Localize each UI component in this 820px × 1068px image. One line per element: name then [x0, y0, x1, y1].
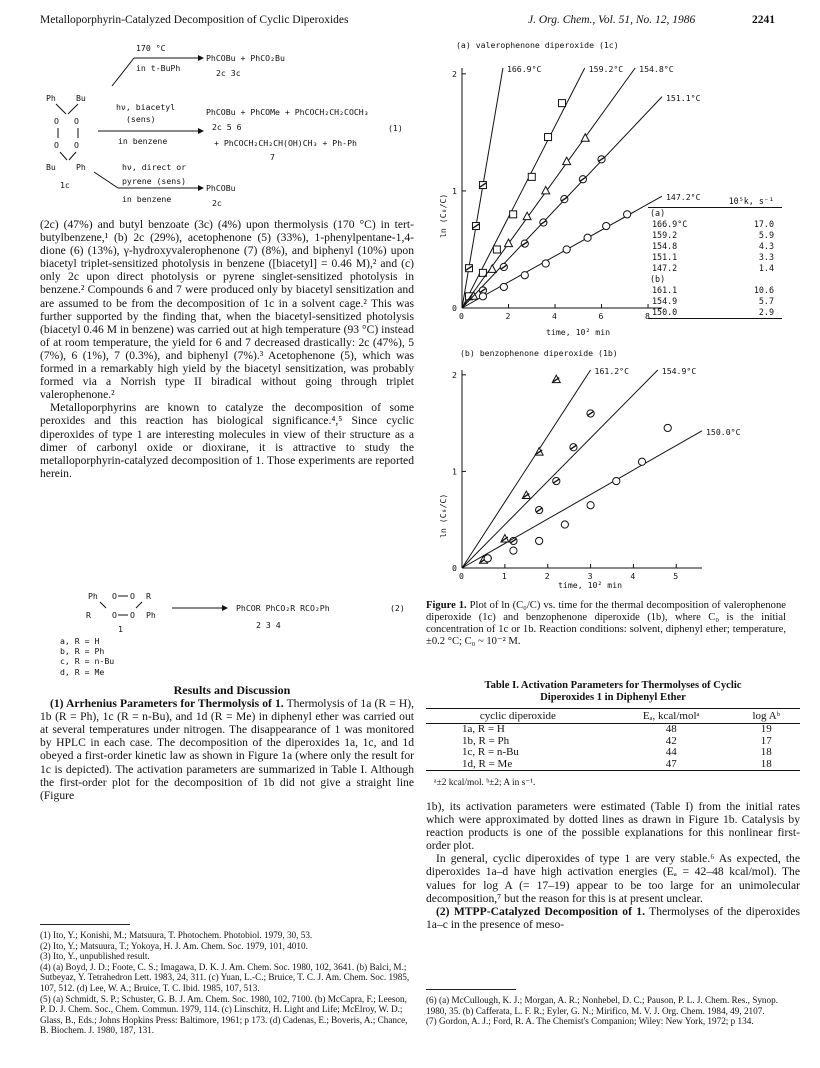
svg-text:O: O	[74, 116, 79, 126]
y-tick-label: 1	[452, 185, 457, 196]
footnote-5: (5) (a) Schmidt, S. P.; Schuster, G. B. J. Am. Chem. Soc. 1980, 102, 7100. (b) McCapra, F.; Leeson, P. D. J. Chem. Soc., Chem. Commun. 1979, 114. (c) Linschitz, H. Light and Life; McElroy, W. D.; Glass, B., Eds.; Johns Hopkins Press: Baltimore, 1961; p 173. (d) Cadenas, E.; Boveris, A.; Chance, B. Biochem. J. 1980, 187, 131.	[40, 993, 408, 1036]
x-tick-label: 4	[630, 571, 636, 581]
svg-text:2c 5 6: 2c 5 6	[212, 122, 242, 132]
data-point-circle	[521, 272, 528, 279]
svg-text:R: R	[86, 610, 91, 620]
series-label: 166.9°C	[506, 64, 542, 74]
panel-b-plot	[452, 366, 741, 581]
left-column-body	[40, 218, 414, 480]
x-tick-label: 2	[544, 571, 550, 581]
equation-number-2: (2)	[390, 603, 405, 613]
fit-line	[462, 431, 702, 568]
table-footnote: ᵃ±2 kcal/mol. ᵇ±2; A in s⁻¹.	[434, 778, 536, 788]
subheading-mtpp: (2) MTPP-Catalyzed Decomposition of 1.	[436, 904, 645, 918]
y-tick-label: 2	[452, 369, 457, 380]
data-point-circle	[561, 521, 568, 528]
svg-text:1: 1	[118, 624, 123, 634]
scheme2-products: PhCOR PhCO₂R RCO₂Ph	[236, 603, 330, 613]
svg-text:O: O	[54, 140, 59, 150]
panel-a-xlabel: time, 10² min	[546, 327, 611, 337]
x-tick-label: 1	[501, 571, 507, 581]
svg-text:2 3 4: 2 3 4	[256, 620, 281, 630]
y-tick-label: 1	[452, 466, 457, 477]
svg-text:O: O	[54, 116, 59, 126]
data-point-circle	[638, 458, 645, 465]
legend-row: 150.0 2.9	[652, 307, 774, 317]
bot-product: PhCOBu	[206, 183, 236, 193]
section-title-results: Results and Discussion	[173, 683, 291, 697]
top-condition-temp: 170 °C	[136, 43, 166, 53]
data-point-circle	[587, 502, 594, 509]
svg-text:Ph: Ph	[76, 162, 86, 172]
svg-text:O: O	[130, 591, 135, 601]
table-1	[426, 680, 800, 788]
legend-row: 151.1 3.3	[652, 252, 774, 262]
y-tick-label: 2	[452, 68, 457, 79]
footnotes-right	[426, 995, 800, 1027]
svg-text:in benzene: in benzene	[118, 136, 168, 146]
scheme2-r-d: d, R = Me	[60, 667, 105, 677]
svg-text:Ph: Ph	[146, 610, 156, 620]
table-row: 1c, R = n-Bu 44 18	[462, 746, 772, 758]
x-tick-label: 2	[505, 311, 511, 321]
data-point-circle	[500, 283, 507, 290]
svg-text:Bu: Bu	[46, 162, 56, 172]
data-point-circle	[510, 547, 517, 554]
data-point-square	[510, 211, 517, 218]
x-tick-label: 4	[552, 311, 557, 321]
legend-row: 147.2 1.4	[652, 263, 774, 273]
data-point-circle	[624, 211, 631, 218]
svg-text:b, R = Ph: b, R = Ph	[60, 646, 105, 656]
svg-text:hν, direct or: hν, direct or	[122, 162, 187, 172]
svg-text:O: O	[112, 610, 117, 620]
series-label: 154.9°C	[661, 366, 697, 376]
x-tick-label: 6	[598, 311, 604, 321]
fit-line	[462, 370, 658, 568]
footnote-4: (4) (a) Boyd, J. D.; Foote, C. S.; Imagawa, D. K. J. Am. Chem. Soc. 1980, 102, 3641. (b) Balci, M.; Sutbeyaz, Y. Tetrahedron Lett. 1983, 24, 311. (c) Yuan, L.-C.; Bruice, T. C. J. Am. Chem. Soc. 1985, 107, 512. (d) Lee, W. A.; Bruice, T. C. Ibid. 1985, 107, 513.	[40, 961, 410, 993]
legend-row: 159.2 5.9	[652, 230, 774, 240]
footnote-6: (6) (a) McCullough, K. J.; Morgan, A. R.; Nonhebel, D. C.; Pauson, P. L. J. Chem. Res., Synop. 1980, 35. (b) Cafferata, L. F. R.; Eyler, G. N.; Mirifico, M. V. J. Org. Chem. 1984, 49, 2107.	[426, 995, 779, 1016]
fit-line	[462, 196, 662, 308]
subheading-arrhenius: (1) Arrhenius Parameters for Thermolysis of 1.	[50, 697, 284, 711]
journal-citation: J. Org. Chem., Vol. 51, No. 12, 1986	[528, 14, 696, 26]
svg-text:Ph: Ph	[46, 93, 56, 103]
svg-text:Bu: Bu	[76, 93, 86, 103]
figure-caption: Figure 1. Plot of ln (C₀/C) vs. time for the thermal decomposition of valerophenone diperoxide (1c) and benzophenone diperoxide (1b), where C₀ is the initial concentration of 1c or 1b. Reaction conditions: solvent, diphenyl ether; temperature, ±0.2 °C; C₀ ~ 10⁻² M.	[426, 600, 786, 647]
data-point-circle	[484, 555, 491, 562]
svg-text:O: O	[112, 591, 117, 601]
svg-text:in benzene: in benzene	[122, 194, 172, 204]
svg-text:a, R = H: a, R = H	[60, 636, 100, 646]
data-point-square	[545, 134, 552, 141]
paragraph-products: (2c) (47%) and butyl benzoate (3c) (4%) upon thermolysis (170 °C) in tert-butylbenzene,¹ (b) 2c (29%), acetophenone (5) (33%), 1-phenylpentane-1,4-dione (6) (13%), γ-hydroxyvalerophenone (7) (8%), and biphenyl (10%) upon biacetyl triplet-sensitized photolysis in benzene ([biacetyl] = 0.46 M),² and (c) only 2c upon direct photolysis or pyrene singlet-sensitized photolysis in benzene.² Compounds 6 and 7 were produced only by biacetyl sensitization and are assumed to be from the decomposition of 1c in a solvent cage.² This was further supported by the finding that, when the biacetyl-sensitized photolysis (biacetyl 0.46 M in benzene) was carried out at high temperature (93 °C) instead of at room temperature, the yield for 6 and 7 decreased drastically: 2c (47%), 5 (7%), 6 (1%), 7 (0.3%), and biphenyl (7%).³ Acetophenone (5), which was formed in a remarkably high yield by the biacetyl sensitization, was probably formed via a Norrish type II biradical without going through triplet valerophenone.²	[40, 218, 414, 402]
table-header-ea: Eₐ, kcal/molᵃ	[610, 709, 733, 724]
top-product-labels: 2c 3c	[216, 68, 241, 78]
paragraph-mtpp: Thermolyses of the diperoxides 1a–c in the presence of meso-	[426, 904, 800, 931]
svg-text:(sens): (sens)	[126, 114, 156, 124]
table-1-grid	[426, 708, 800, 771]
data-point-triangle	[581, 134, 589, 142]
svg-text:2c: 2c	[212, 198, 222, 208]
y-tick-label: 0	[452, 563, 457, 573]
mid-products-2: + PhCOCH₂CH₂CH(OH)CH₃ + Ph-Ph	[214, 138, 357, 148]
svg-text:hν, biacetyl: hν, biacetyl	[116, 102, 176, 112]
footnote-7: (7) Gordon, A. J.; Ford, R. A. The Chemist's Companion; Wiley: New York, 1972; p 134.	[426, 1016, 754, 1027]
panel-a-ylabel: ln (C₀/C)	[438, 193, 448, 238]
data-point-square	[493, 246, 500, 253]
svg-text:c, R = n-Bu: c, R = n-Bu	[60, 656, 115, 666]
right-column-body	[426, 800, 800, 931]
table-header-loga: log Aᵇ	[733, 709, 800, 724]
data-point-square	[528, 173, 535, 180]
footnote-3: (3) Ito, Y., unpublished result.	[40, 951, 150, 962]
panel-b-ylabel: ln (C₀/C)	[438, 493, 448, 538]
running-title: Metalloporphyrin-Catalyzed Decomposition of Cyclic Diperoxides	[40, 14, 349, 26]
fit-line	[462, 370, 591, 568]
x-tick-label: 5	[673, 571, 679, 581]
svg-text:Ph: Ph	[88, 591, 98, 601]
legend-row: 154.9 5.7	[652, 296, 774, 306]
panel-b-title: (b) benzophenone diperoxide (1b)	[460, 348, 618, 358]
legend-header: 10⁵k, s⁻¹	[648, 196, 782, 208]
legend-row: 166.9°C 17.0	[652, 219, 774, 229]
footnote-rule-right	[426, 989, 516, 990]
y-tick-label: 0	[452, 303, 457, 313]
panel-b-xlabel: time, 10² min	[558, 580, 623, 590]
data-point-triangle	[488, 265, 496, 273]
reactant-label-1c: 1c	[60, 180, 70, 190]
x-tick-label: 0	[459, 571, 464, 581]
table-row: 1a, R = H 48 19	[462, 723, 772, 735]
series-label: 147.2°C	[666, 192, 701, 203]
table-row: 1d, R = Me 47 18	[426, 759, 800, 771]
x-tick-label: 3	[587, 571, 593, 581]
page-number: 2241	[752, 14, 775, 26]
data-point-circle	[613, 477, 620, 484]
footnote-2: (2) Ito, Y.; Matsuura, T.; Yokoya, H. J. Am. Chem. Soc. 1979, 101, 4010.	[40, 940, 308, 951]
equation-number-1: (1)	[388, 123, 403, 133]
reaction-scheme-2	[60, 588, 414, 668]
svg-text:7: 7	[270, 152, 275, 162]
table-title-line-1: Table I. Activation Parameters for Thermolyses of Cyclic	[484, 680, 742, 691]
legend-row: 154.8 4.3	[652, 241, 774, 251]
data-point-circle	[536, 537, 543, 544]
footnotes-left	[40, 930, 414, 1036]
table-title-line-2: Diperoxides 1 in Diphenyl Ether	[540, 692, 686, 703]
footnote-rule-left	[40, 924, 130, 925]
series-label: 159.2°C	[588, 64, 624, 74]
paragraph-stability: In general, cyclic diperoxides of type 1 are very stable.⁶ As expected, the diperoxides 1a–d have high activation energies (Eₐ = 42–48 kcal/mol). The values for log A (= 17–19) appear to be too large for an unimolecular decomposition,⁷ but the reason for this is at present unclear.	[426, 852, 800, 905]
mid-products-1: PhCOBu + PhCOMe + PhCOCH₂CH₂COCH₃	[206, 107, 369, 117]
series-label: 161.2°C	[594, 366, 630, 376]
data-point-circle	[603, 222, 610, 229]
table-header-diperoxide: cyclic diperoxide	[426, 709, 610, 724]
data-point-circle	[542, 260, 549, 267]
results-section	[40, 684, 414, 802]
panel-a-title: (a) valerophenone diperoxide (1c)	[456, 40, 619, 50]
series-label: 154.8°C	[639, 64, 674, 74]
data-point-circle	[584, 234, 591, 241]
figure-legend-table: 10⁵k, s⁻¹ (a) 166.9°C 17.0 159.2 5.9 154.8 4.3 151.1 3.3 147.2 1.4 (b) 161.1 10.6 154.9 5.7 150.0 2.9	[648, 196, 782, 319]
x-tick-label: 8	[645, 311, 650, 321]
footnote-1: (1) Ito, Y.; Konishi, M.; Matsuura, T. Photochem. Photobiol. 1979, 30, 53.	[40, 930, 313, 940]
paragraph-initial-rates: 1b), its activation parameters were estimated (Table I) from the initial rates which were approximated by dotted lines as drawn in Figure 1b. Catalysis by reaction products is one of the possible explanations for this nonlinear first-order plot.	[426, 800, 800, 853]
paragraph-metalloporphyrins: Metalloporphyrins are known to catalyze the decomposition of some peroxides and this reaction has biological significance.⁴,⁵ Since cyclic diperoxides of type 1 are interesting molecules in view of their structure as a dimer of carbonyl oxide or dioxirane, it is attractive to study the metalloporphyrin-catalyzed decomposition of 1. Those experiments are reported herein.	[40, 401, 414, 480]
table-row: 1b, R = Ph 42 17	[462, 734, 772, 747]
series-label: 150.0°C	[706, 426, 741, 437]
data-point-circle	[563, 246, 570, 253]
data-point-circle	[479, 293, 486, 300]
series-label: 151.1°C	[666, 92, 701, 103]
svg-text:O: O	[74, 140, 79, 150]
data-point-circle	[664, 424, 671, 431]
svg-text:R: R	[146, 591, 151, 601]
x-tick-label: 0	[459, 311, 464, 321]
data-point-square	[559, 100, 566, 107]
reaction-scheme-1	[38, 38, 418, 218]
top-products: PhCOBu + PhCO₂Bu	[206, 53, 285, 63]
figure-caption-label: Figure 1.	[426, 600, 467, 611]
svg-text:pyrene (sens): pyrene (sens)	[122, 176, 187, 186]
top-condition-solvent: in t-BuPh	[136, 63, 181, 73]
legend-row: 161.1 10.6	[652, 285, 774, 295]
svg-text:O: O	[130, 610, 135, 620]
paragraph-arrhenius: Thermolysis of 1a (R = H), 1b (R = Ph), 1c (R = n-Bu), and 1d (R = Me) in diphenyl ether was carried out at several temperatures under nitrogen. The disappearance of 1 was monitored by HPLC in each case. The decomposition of the diperoxides 1a, 1c, and 1d obeyed a first-order kinetic law as shown in Figure 1a (where only the result for 1c is depicted). The activation parameters are summarized in Table I. Although the first-order plot for the decomposition of 1b did not give a straight line (Figure	[40, 697, 414, 802]
